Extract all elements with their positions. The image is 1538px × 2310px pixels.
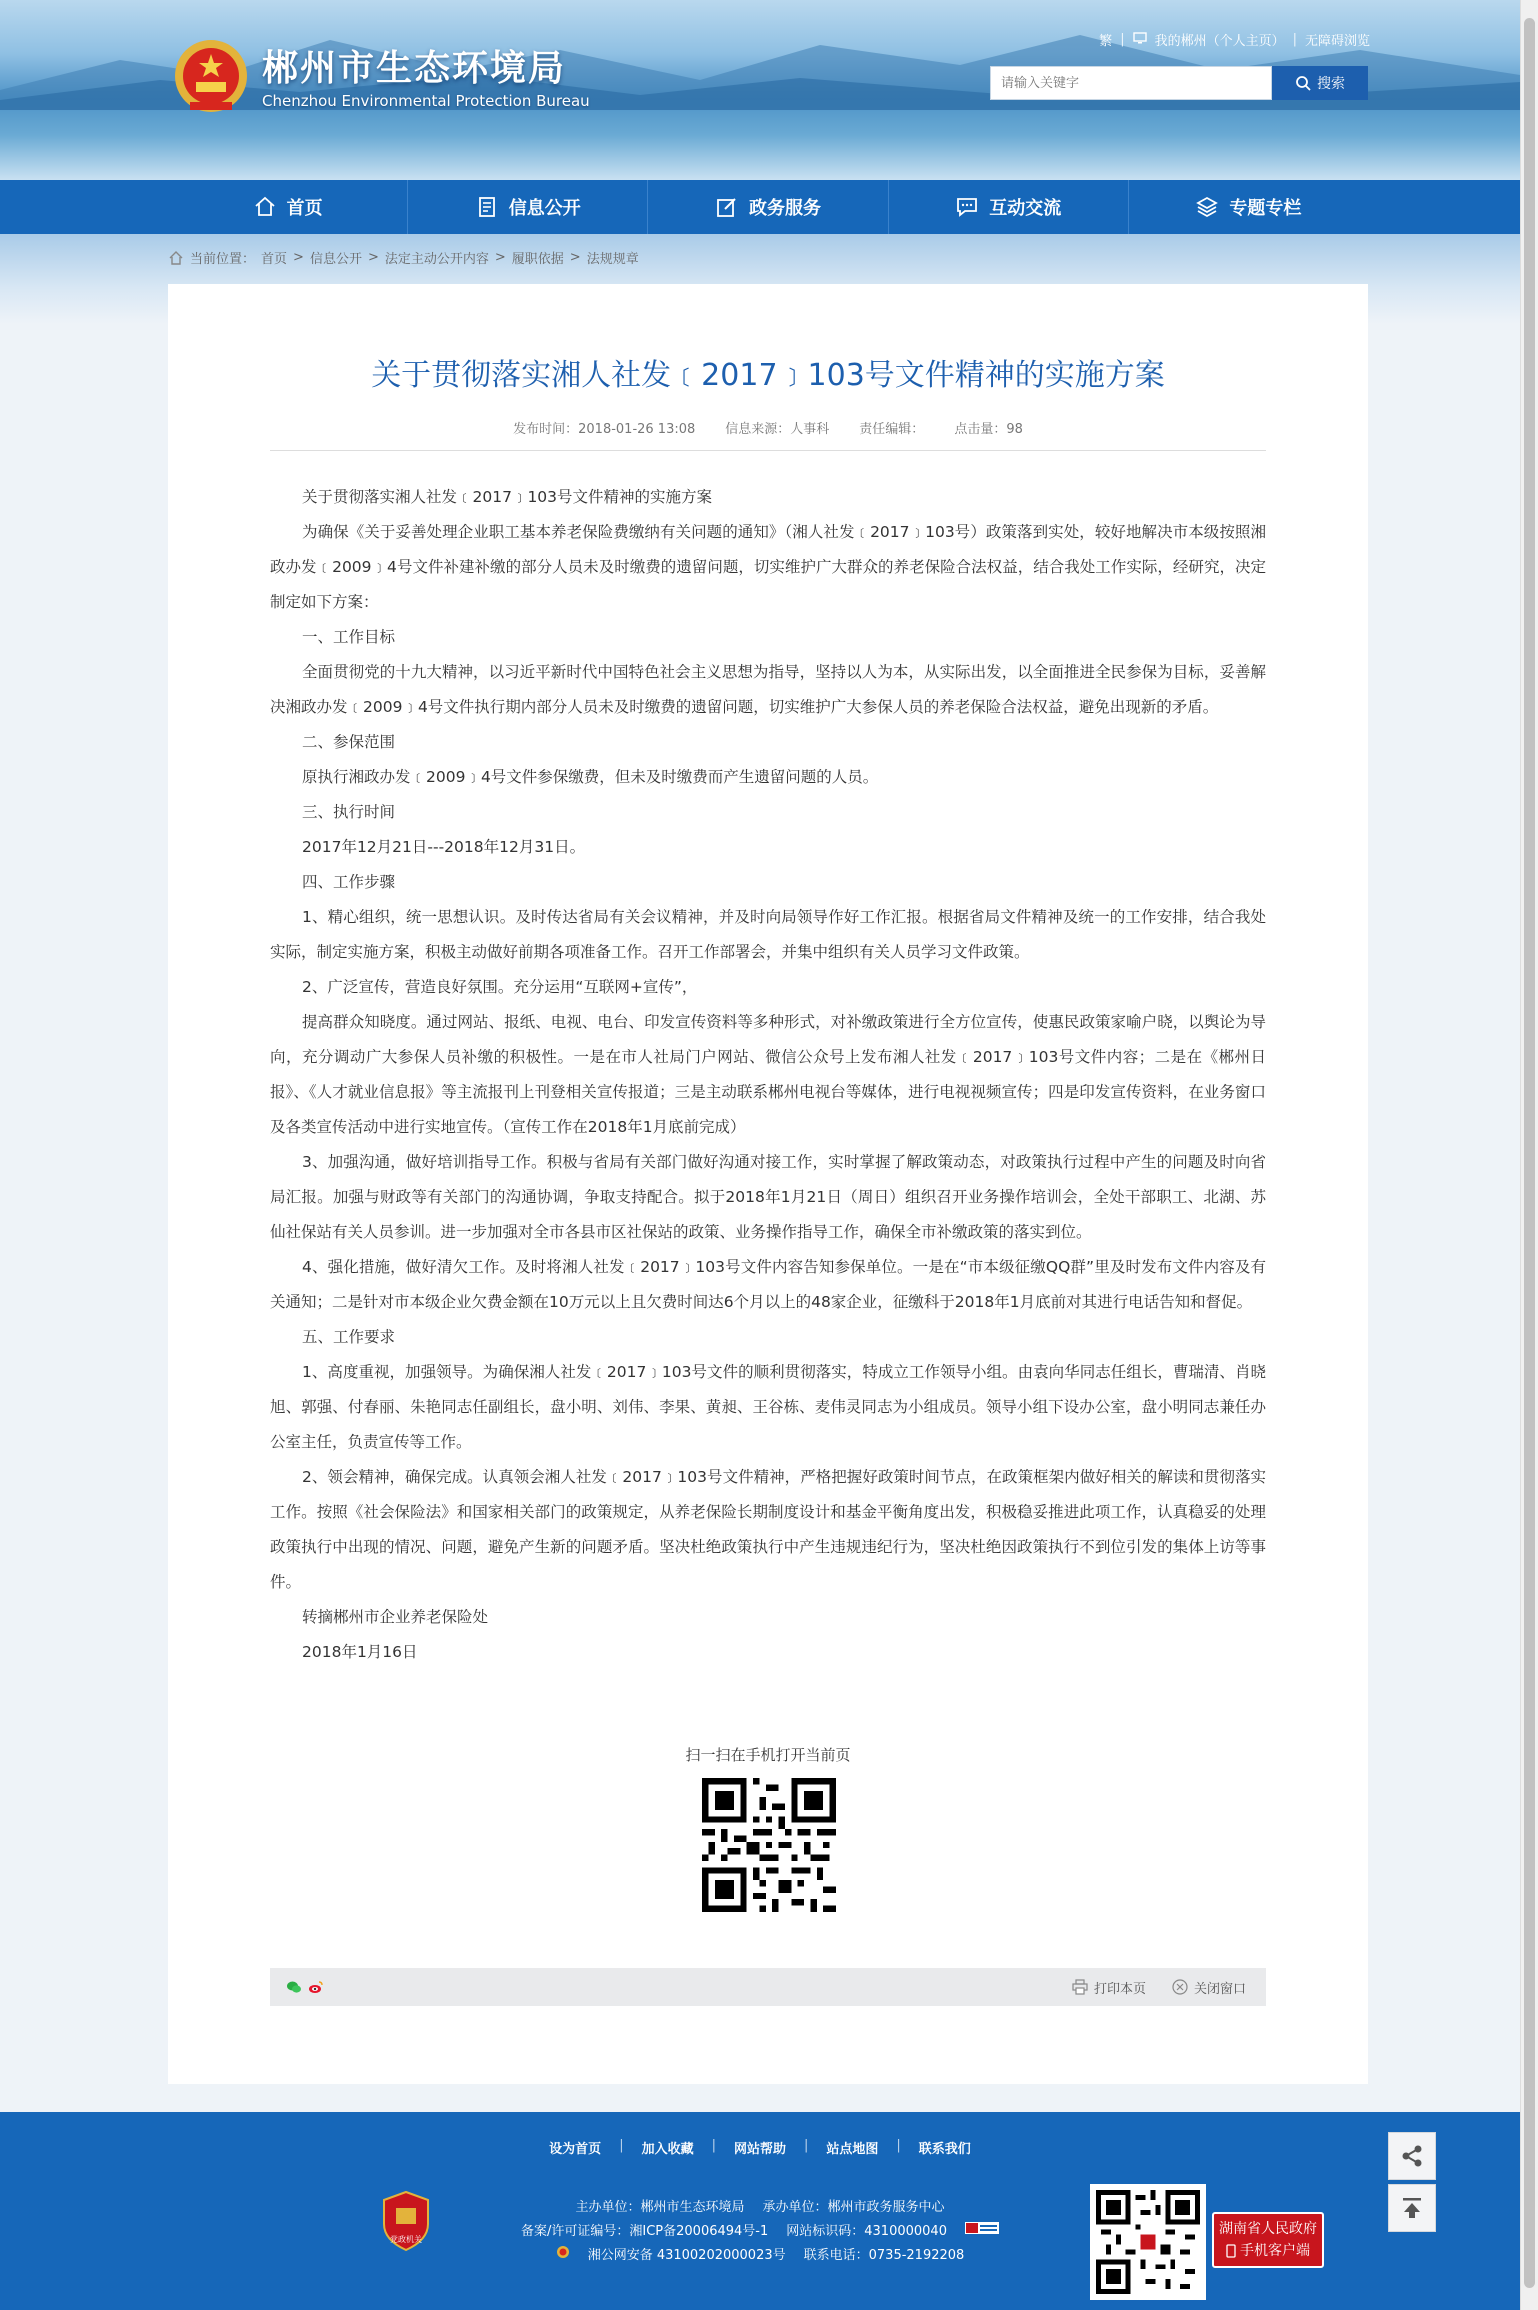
hunan-gov-app-link[interactable] <box>1212 2212 1324 2268</box>
paragraph: 1、精心组织，统一思想认识。及时传达省局有关会议精神，并及时向局领导作好工作汇报。根据省局文件精神及统一的工作安排，结合我处实际，制定实施方案，积极主动做好前期各项准备工作。召开工作部署会，并集中组织有关人员学习文件政策。 <box>270 908 1266 961</box>
nav-item-gov-services[interactable] <box>648 180 888 234</box>
article-meta <box>168 418 1368 437</box>
breadcrumb-sep: > <box>293 250 304 265</box>
breadcrumb-regulations[interactable]: 法规规章 <box>586 252 639 267</box>
paragraph: 二、参保范围 <box>302 733 396 751</box>
breadcrumb-duties[interactable]: 履职依据 <box>511 252 564 267</box>
footer-qr-code <box>1090 2184 1206 2300</box>
traditional-chinese-link[interactable]: 繁 <box>1099 34 1113 49</box>
badge-label: 党政机关 <box>390 2235 422 2244</box>
nav-item-info-disclosure[interactable] <box>408 180 648 234</box>
paragraph: 1、高度重视，加强领导。为确保湘人社发﹝2017﹞103号文件的顺利贯彻落实，特成立工作领导小组。由袁向华同志任组长，曹瑞清、肖晓旭、郭强、付春丽、朱艳同志任副组长，盘小明、刘伟、李果、黄昶、王谷栋、麦伟灵同志为小组成员。领导小组下设办公室，盘小明同志兼任办公室主任，负责宣传等工作。 <box>270 1363 1266 1451</box>
print-label: 打印本页 <box>1093 1981 1146 1997</box>
page-qr-code <box>702 1778 836 1912</box>
breadcrumb-sep: > <box>569 250 581 265</box>
share-icons <box>286 1979 324 1995</box>
search-button[interactable] <box>1272 66 1368 100</box>
site-subtitle: Chenzhou Environmental Protection Bureau <box>262 92 590 110</box>
paragraph: 原执行湘政办发﹝2009﹞4号文件参保缴费，但未及时缴费而产生遗留问题的人员。 <box>302 768 879 786</box>
breadcrumb-sep: > <box>494 250 506 265</box>
footer-link-bookmark[interactable]: 加入收藏 <box>641 2142 694 2157</box>
site-title[interactable]: 郴州市生态环境局 <box>262 48 567 89</box>
close-window-button[interactable] <box>1172 1978 1246 1997</box>
floating-buttons <box>1388 2132 1436 2236</box>
icp-number[interactable]: 备案/许可证编号：湘ICP备20006494号-1 <box>521 2224 769 2239</box>
paragraph: 三、执行时间 <box>302 803 396 821</box>
separator: | <box>711 2138 716 2153</box>
editor: 责任编辑： <box>859 422 925 437</box>
paragraph: 4、强化措施，做好清欠工作。及时将湘人社发﹝2017﹞103号文件内容告知参保单位。一是在“市本级征缴QQ群”里及时发布文件内容及有关通知；二是针对市本级企业欠费金额在10万元以上且欠费时间达6个月以上的48家企业，征缴科于2018年1月底前对其进行电话告知和督促。 <box>270 1258 1266 1311</box>
search-icon <box>1295 75 1311 91</box>
breadcrumb-statutory[interactable]: 法定主动公开内容 <box>384 252 489 267</box>
home-icon <box>253 195 277 219</box>
separator: | <box>1120 32 1125 47</box>
footer-link-set-homepage[interactable]: 设为首页 <box>549 2142 602 2157</box>
site-footer <box>0 2112 1520 2310</box>
toolbar-actions <box>1072 1968 1246 2006</box>
wechat-share-icon[interactable] <box>286 1979 302 1995</box>
paragraph: 提高群众知晓度。通过网站、报纸、电视、电台、印发宣传资料等多种形式，对补缴政策进行全方位宣传，使惠民政策家喻户晓，以舆论为导向，充分调动广大参保人员补缴的积极性。一是在市人社局门户网站、微信公众号上发布湘人社发﹝2017﹞103号文件内容；二是在《郴州日报》、《人才就业信息报》等主流报刊上刊登相关宣传报道；三是主动联系郴州电视台等媒体，进行电视视频宣传；四是印发宣传资料，在业务窗口及各类宣传活动中进行实地宣传。（宣传工作在2018年1月底前完成） <box>270 1013 1266 1136</box>
layers-icon <box>1195 195 1219 219</box>
paragraph: 2018年1月16日 <box>302 1643 418 1661</box>
article-body <box>270 480 1266 1670</box>
breadcrumb <box>168 248 639 267</box>
paragraph: 一、工作目标 <box>302 628 396 646</box>
edit-icon <box>715 195 739 219</box>
paragraph: 四、工作步骤 <box>302 873 396 891</box>
site-header <box>0 0 1520 180</box>
footer-link-help[interactable]: 网站帮助 <box>733 2142 786 2157</box>
document-icon <box>475 195 499 219</box>
nav-item-special-topics[interactable] <box>1129 180 1368 234</box>
my-chenzhou-link[interactable]: 我的郴州（个人主页） <box>1154 34 1285 49</box>
paragraph: 转摘郴州市企业养老保险处 <box>302 1608 489 1626</box>
police-record[interactable]: 湘公网安备 43100202000023号 <box>587 2248 786 2263</box>
separator: | <box>896 2138 901 2153</box>
app-badge-line2-label: 手机客户端 <box>1240 2243 1310 2259</box>
scrollbar-thumb[interactable] <box>1524 18 1535 2288</box>
print-button[interactable] <box>1072 1978 1146 1997</box>
search-button-label: 搜索 <box>1317 76 1345 92</box>
search-input[interactable] <box>991 67 1271 99</box>
dnzz-badge-icon <box>965 2222 999 2238</box>
footer-link-contact[interactable]: 联系我们 <box>918 2142 971 2157</box>
nav-label: 信息公开 <box>508 198 581 219</box>
main-nav <box>0 180 1520 234</box>
accessibility-link[interactable]: 无障碍浏览 <box>1304 34 1370 49</box>
breadcrumb-label: 当前位置： <box>190 252 256 267</box>
separator: | <box>1292 32 1297 47</box>
monitor-icon <box>1133 32 1147 48</box>
paragraph: 全面贯彻党的十九大精神，以习近平新时代中国特色社会主义思想为指导，坚持以人为本，从实际出发，以全面推进全民参保为目标，妥善解决湘政办发﹝2009﹞4号文件执行期内部分人员未及时缴费的遗留问题，切实维护广大参保人员的养老保险合法权益，避免出现新的矛盾。 <box>270 663 1266 716</box>
top-links <box>1099 30 1370 49</box>
phone-icon <box>1226 2244 1236 2258</box>
share-button[interactable] <box>1388 2132 1436 2180</box>
printer-icon <box>1072 1979 1088 1995</box>
search-box <box>990 66 1272 100</box>
view-count: 点击量：98 <box>954 422 1023 437</box>
paragraph: 为确保《关于妥善处理企业职工基本养老保险费缴纳有关问题的通知》（湘人社发﹝2017﹞103号）政策落到实处，较好地解决市本级按照湘政办发﹝2009﹞4号文件补建补缴的部分人员未及时缴费的遗留问题，切实维护广大群众的养老保险合法权益，结合我处工作实际，经研究，决定制定如下方案： <box>270 523 1267 611</box>
contact-phone: 联系电话：0735-2192208 <box>803 2248 965 2263</box>
article-toolbar <box>270 1968 1266 2006</box>
article-title: 关于贯彻落实湘人社发﹝2017﹞103号文件精神的实施方案 <box>371 358 1165 393</box>
paragraph: 2017年12月21日---2018年12月31日。 <box>302 838 586 856</box>
app-badge-line2 <box>1214 2240 1322 2262</box>
party-gov-badge[interactable] <box>380 2190 432 2252</box>
host-unit: 主办单位：郴州市生态环境局 <box>575 2200 745 2215</box>
divider <box>270 450 1266 451</box>
arrow-up-icon <box>1399 2195 1425 2221</box>
article-container <box>168 284 1368 2084</box>
back-to-top-button[interactable] <box>1388 2184 1436 2232</box>
paragraph: 2、领会精神，确保完成。认真领会湘人社发﹝2017﹞103号文件精神，严格把握好政策时间节点，在政策框架内做好相关的解读和贯彻落实工作。按照《社会保险法》和国家相关部门的政策规定，从养老保险长期制度设计和基金平衡角度出发，积极稳妥推进此项工作，认真稳妥的处理政策执行中出现的情况、问题，避免产生新的问题矛盾。坚决杜绝政策执行中产生违规违纪行为，坚决杜绝因政策执行不到位引发的集体上访等事件。 <box>270 1468 1266 1591</box>
nav-label: 政务服务 <box>749 198 821 219</box>
nav-item-home[interactable] <box>168 180 408 234</box>
share-icon <box>1399 2143 1425 2169</box>
close-label: 关闭窗口 <box>1193 1981 1246 1997</box>
breadcrumb-home[interactable]: 首页 <box>261 252 288 267</box>
nav-label: 互动交流 <box>989 198 1062 219</box>
national-emblem-icon <box>172 36 250 118</box>
police-badge-icon <box>556 2245 570 2263</box>
nav-item-interaction[interactable] <box>889 180 1129 234</box>
info-source: 信息来源：人事科 <box>725 422 830 437</box>
operator-unit: 承办单位：郴州市政务服务中心 <box>762 2200 945 2215</box>
footer-link-sitemap[interactable]: 站点地图 <box>826 2142 879 2157</box>
page-scrollbar[interactable] <box>1520 0 1538 2310</box>
paragraph: 3、加强沟通，做好培训指导工作。积极与省局有关部门做好沟通对接工作，实时掌握了解政策动态，对政策执行过程中产生的问题及时向省局汇报。加强与财政等有关部门的沟通协调，争取支持配合。拟于2018年1月21日（周日）组织召开业务操作培训会，全处干部职工、北湖、苏仙社保站有关人员参训。进一步加强对全市各县市区社保站的政策、业务操作指导工作，确保全市补缴政策的落实到位。 <box>270 1153 1266 1241</box>
close-icon <box>1172 1979 1188 1995</box>
separator: | <box>804 2138 809 2153</box>
separator: | <box>619 2138 624 2153</box>
footer-links <box>0 2138 1520 2157</box>
weibo-share-icon[interactable] <box>308 1979 324 1995</box>
breadcrumb-sep: > <box>367 250 379 265</box>
nav-label: 首页 <box>286 198 323 219</box>
chat-icon <box>955 195 979 219</box>
app-badge-line1: 湖南省人民政府 <box>1219 2221 1317 2237</box>
home-icon <box>168 250 184 266</box>
breadcrumb-info-disclosure[interactable]: 信息公开 <box>309 252 362 267</box>
paragraph: 2、广泛宣传，营造良好氛围。充分运用“互联网+宣传”， <box>302 978 698 996</box>
publish-date: 发布时间：2018-01-26 13:08 <box>513 422 696 437</box>
paragraph: 五、工作要求 <box>302 1328 396 1346</box>
paragraph: 关于贯彻落实湘人社发﹝2017﹞103号文件精神的实施方案 <box>302 488 713 506</box>
site-id: 网站标识码：4310000040 <box>786 2224 947 2239</box>
nav-label: 专题专栏 <box>1229 198 1302 219</box>
qr-label: 扫一扫在手机打开当前页 <box>685 1746 851 1764</box>
